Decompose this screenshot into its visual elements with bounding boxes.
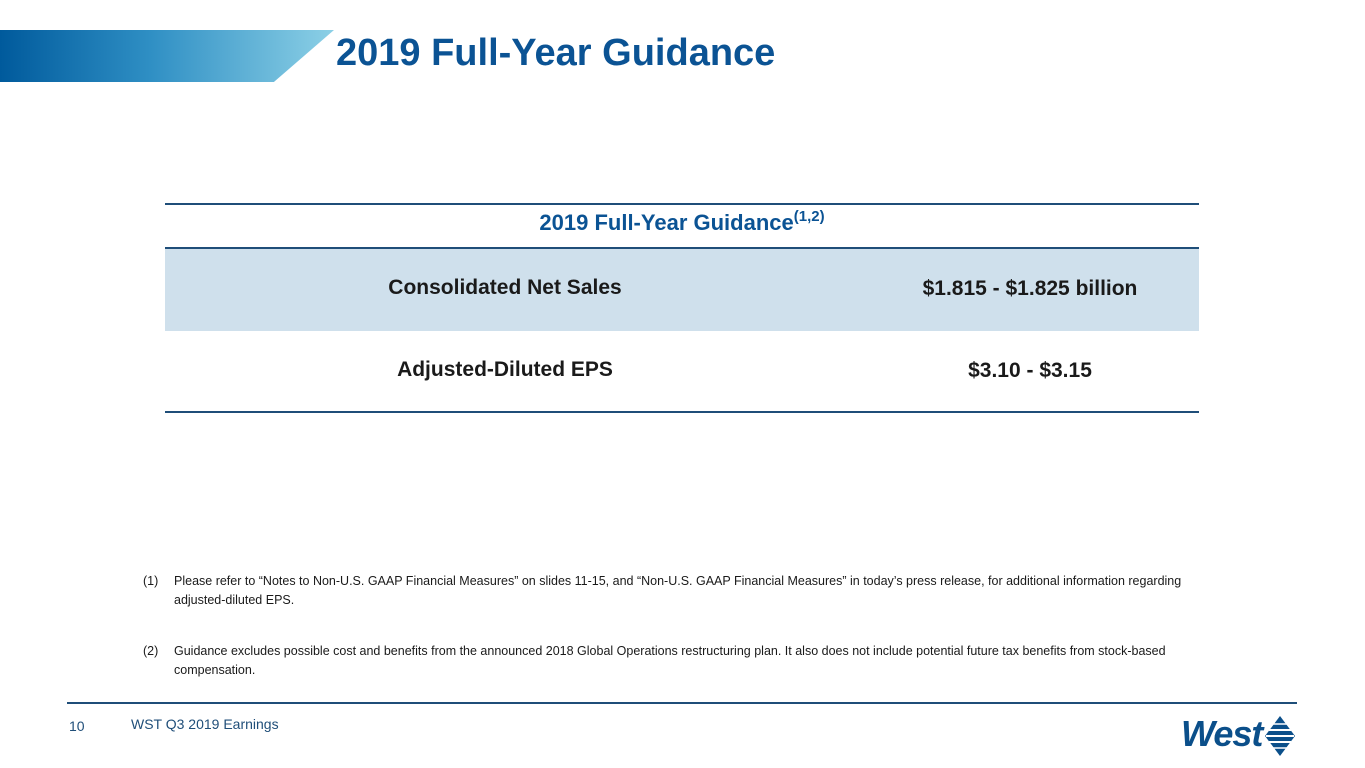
footnote-text: Guidance excludes possible cost and benefits from the announced 2018 Global Operations restructuring plan. It also does not include potential future tax benefits from stock-based compensation. <box>174 644 1166 677</box>
row-value: $3.10 - $3.15 <box>968 359 1092 382</box>
west-logo <box>1181 712 1299 760</box>
row-label: Adjusted-Diluted EPS <box>397 358 613 381</box>
row-value: $1.815 - $1.825 billion <box>922 277 1138 300</box>
table-caption <box>165 210 1199 236</box>
footnote-text: Please refer to “Notes to Non-U.S. GAAP Financial Measures” on slides 11-15, and “Non-U.S. GAAP Financial Measures” in today’s press release, for additional information regarding adjusted-diluted EPS. <box>174 574 1182 607</box>
title-banner-graphic <box>0 30 334 82</box>
table-bottom-rule <box>165 411 1199 413</box>
table-top-rule <box>165 203 1199 205</box>
table-row <box>165 249 1199 331</box>
table-row <box>165 331 1199 413</box>
diamond-logo-icon <box>1263 714 1297 758</box>
footer-text: WST Q3 2019 Earnings <box>131 716 279 732</box>
page-number: 10 <box>69 718 85 734</box>
table-caption-text: 2019 Full-Year Guidance <box>539 210 794 235</box>
footnote-marker: (1) <box>143 574 159 588</box>
footnote-marker: (2) <box>143 644 159 658</box>
footer-rule <box>67 702 1297 704</box>
row-label: Consolidated Net Sales <box>388 276 622 299</box>
slide-title: 2019 Full-Year Guidance <box>336 32 776 74</box>
logo-wordmark: West <box>1181 713 1263 754</box>
table-caption-superscript: (1,2) <box>793 208 825 225</box>
